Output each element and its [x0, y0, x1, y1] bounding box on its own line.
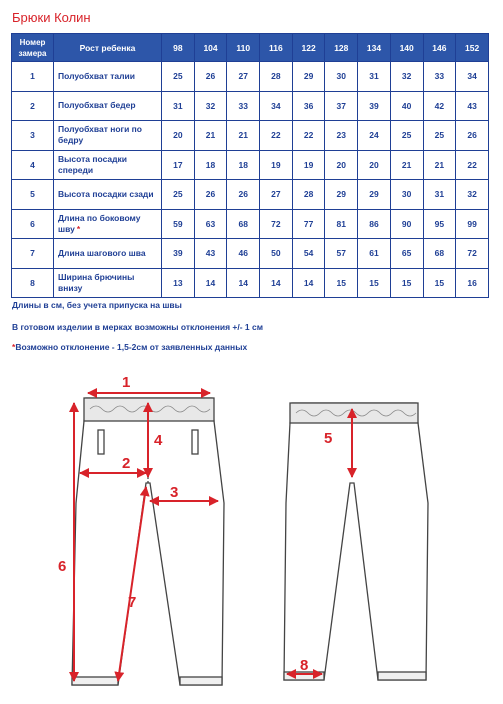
note-possible-deviation	[12, 342, 247, 352]
header-size: 128	[325, 34, 358, 62]
measurement-value: 65	[390, 239, 423, 269]
measurement-number: 6	[12, 209, 54, 239]
measurement-number: 5	[12, 180, 54, 210]
table-row	[12, 62, 489, 92]
table-row	[12, 91, 489, 121]
measurement-name	[54, 180, 162, 210]
measurement-value: 29	[292, 62, 325, 92]
measurement-value: 14	[260, 268, 293, 298]
label-3: 3	[170, 484, 179, 501]
measurement-value: 26	[194, 62, 227, 92]
measurement-value: 21	[194, 121, 227, 151]
measurement-value: 28	[292, 180, 325, 210]
footnote-star: *	[76, 223, 81, 234]
size-table-header-row	[12, 34, 489, 62]
measurement-value: 59	[162, 209, 195, 239]
table-row	[12, 150, 489, 180]
measurement-value: 18	[194, 150, 227, 180]
measurement-value: 20	[358, 150, 391, 180]
measurement-value: 90	[390, 209, 423, 239]
measurement-value: 23	[325, 121, 358, 151]
label-8: 8	[300, 657, 309, 674]
measurement-number: 4	[12, 150, 54, 180]
measurement-value: 31	[358, 62, 391, 92]
measurement-value: 15	[390, 268, 423, 298]
measurement-value: 15	[325, 268, 358, 298]
measurement-value: 68	[423, 239, 456, 269]
measurement-number: 3	[12, 121, 54, 151]
header-size: 98	[162, 34, 195, 62]
measurement-value: 99	[456, 209, 489, 239]
measurement-name-text: Ширина брючины внизу	[58, 271, 135, 293]
measurement-value: 72	[260, 209, 293, 239]
measurement-value: 29	[358, 180, 391, 210]
measurement-value: 16	[456, 268, 489, 298]
table-row	[12, 268, 489, 298]
header-size: 140	[390, 34, 423, 62]
measurement-value: 21	[423, 150, 456, 180]
measurement-value: 19	[292, 150, 325, 180]
measurement-name-text: Высота посадки сзади	[58, 188, 154, 199]
measurement-value: 18	[227, 150, 260, 180]
measurement-name-text: Полуобхват талии	[58, 70, 135, 81]
measurement-value: 17	[162, 150, 195, 180]
note-lengths: Длины в см, без учета припуска на швы	[12, 300, 182, 310]
measurement-value: 63	[194, 209, 227, 239]
measurement-value: 25	[162, 62, 195, 92]
footnote-star: *	[12, 342, 16, 352]
measurement-value: 15	[423, 268, 456, 298]
measurement-value: 14	[227, 268, 260, 298]
back-pants-drawing	[284, 403, 428, 680]
measurement-name	[54, 150, 162, 180]
measurement-value: 40	[390, 91, 423, 121]
measurement-value: 27	[227, 62, 260, 92]
measurement-value: 21	[227, 121, 260, 151]
measurement-value: 42	[423, 91, 456, 121]
measurement-value: 72	[456, 239, 489, 269]
header-height: Рост ребенка	[54, 34, 162, 62]
page-title: Брюки Колин	[12, 10, 91, 25]
table-row	[12, 121, 489, 151]
measurement-name	[54, 239, 162, 269]
measurement-value: 22	[456, 150, 489, 180]
measurement-value: 43	[456, 91, 489, 121]
label-4: 4	[154, 432, 163, 449]
table-row	[12, 209, 489, 239]
measurement-value: 46	[227, 239, 260, 269]
measurement-value: 37	[325, 91, 358, 121]
measurement-value: 28	[260, 62, 293, 92]
measurement-value: 43	[194, 239, 227, 269]
measurement-value: 34	[260, 91, 293, 121]
measurement-value: 22	[260, 121, 293, 151]
note-possible-deviation-text: Возможно отклонение - 1,5-2см от заявленных данных	[15, 342, 248, 352]
measurement-value: 32	[456, 180, 489, 210]
measurement-value: 61	[358, 239, 391, 269]
measurement-value: 68	[227, 209, 260, 239]
measurement-value: 20	[325, 150, 358, 180]
table-row	[12, 180, 489, 210]
measurement-value: 81	[325, 209, 358, 239]
measurement-value: 29	[325, 180, 358, 210]
measurement-value: 22	[292, 121, 325, 151]
measurement-value: 20	[162, 121, 195, 151]
measurement-name-text: Длина по боковому шву	[58, 212, 141, 234]
measurement-name-text: Длина шагового шва	[58, 247, 146, 258]
measurement-value: 14	[292, 268, 325, 298]
measurement-value: 27	[260, 180, 293, 210]
measurement-value: 30	[390, 180, 423, 210]
measurement-value: 31	[423, 180, 456, 210]
label-6: 6	[58, 558, 67, 575]
pants-diagram	[0, 365, 503, 700]
measurement-value: 54	[292, 239, 325, 269]
measurement-number: 7	[12, 239, 54, 269]
label-7: 7	[128, 594, 137, 611]
measurement-value: 15	[358, 268, 391, 298]
measurement-value: 32	[390, 62, 423, 92]
measurement-value: 77	[292, 209, 325, 239]
measurement-name-text: Полуобхват бедер	[58, 100, 136, 111]
label-2: 2	[122, 455, 131, 472]
table-row	[12, 239, 489, 269]
header-size: 110	[227, 34, 260, 62]
measurement-name	[54, 62, 162, 92]
measurement-value: 19	[260, 150, 293, 180]
measurement-value: 39	[162, 239, 195, 269]
measurement-name	[54, 209, 162, 239]
measurement-value: 36	[292, 91, 325, 121]
measurement-value: 50	[260, 239, 293, 269]
measurement-value: 34	[456, 62, 489, 92]
label-1: 1	[122, 374, 131, 391]
measurement-value: 25	[390, 121, 423, 151]
measurement-number: 8	[12, 268, 54, 298]
header-size: 104	[194, 34, 227, 62]
measurement-number: 2	[12, 91, 54, 121]
measurement-name	[54, 268, 162, 298]
measurement-name	[54, 121, 162, 151]
measurement-value: 57	[325, 239, 358, 269]
measurement-value: 32	[194, 91, 227, 121]
measurement-value: 33	[227, 91, 260, 121]
size-table	[11, 33, 489, 298]
measurement-value: 13	[162, 268, 195, 298]
header-size: 122	[292, 34, 325, 62]
measurement-value: 95	[423, 209, 456, 239]
measurement-name-text: Высота посадки спереди	[58, 153, 128, 175]
header-size: 116	[260, 34, 293, 62]
measurement-value: 31	[162, 91, 195, 121]
measurement-value: 25	[162, 180, 195, 210]
header-size: 134	[358, 34, 391, 62]
measurement-value: 39	[358, 91, 391, 121]
measurement-value: 86	[358, 209, 391, 239]
measurement-value: 26	[456, 121, 489, 151]
header-size: 152	[456, 34, 489, 62]
header-size: 146	[423, 34, 456, 62]
note-deviation: В готовом изделии в мерках возможны отклонения +/- 1 см	[12, 322, 264, 332]
measurement-value: 21	[390, 150, 423, 180]
measurement-value: 14	[194, 268, 227, 298]
header-number: Номер замера	[12, 34, 54, 62]
measurement-value: 30	[325, 62, 358, 92]
measurement-value: 24	[358, 121, 391, 151]
label-5: 5	[324, 430, 333, 447]
measurement-value: 33	[423, 62, 456, 92]
measurement-value: 25	[423, 121, 456, 151]
measurement-name	[54, 91, 162, 121]
measurement-name-text: Полуобхват ноги по бедру	[58, 124, 142, 146]
measurement-value: 26	[194, 180, 227, 210]
measurement-value: 26	[227, 180, 260, 210]
measurement-number: 1	[12, 62, 54, 92]
